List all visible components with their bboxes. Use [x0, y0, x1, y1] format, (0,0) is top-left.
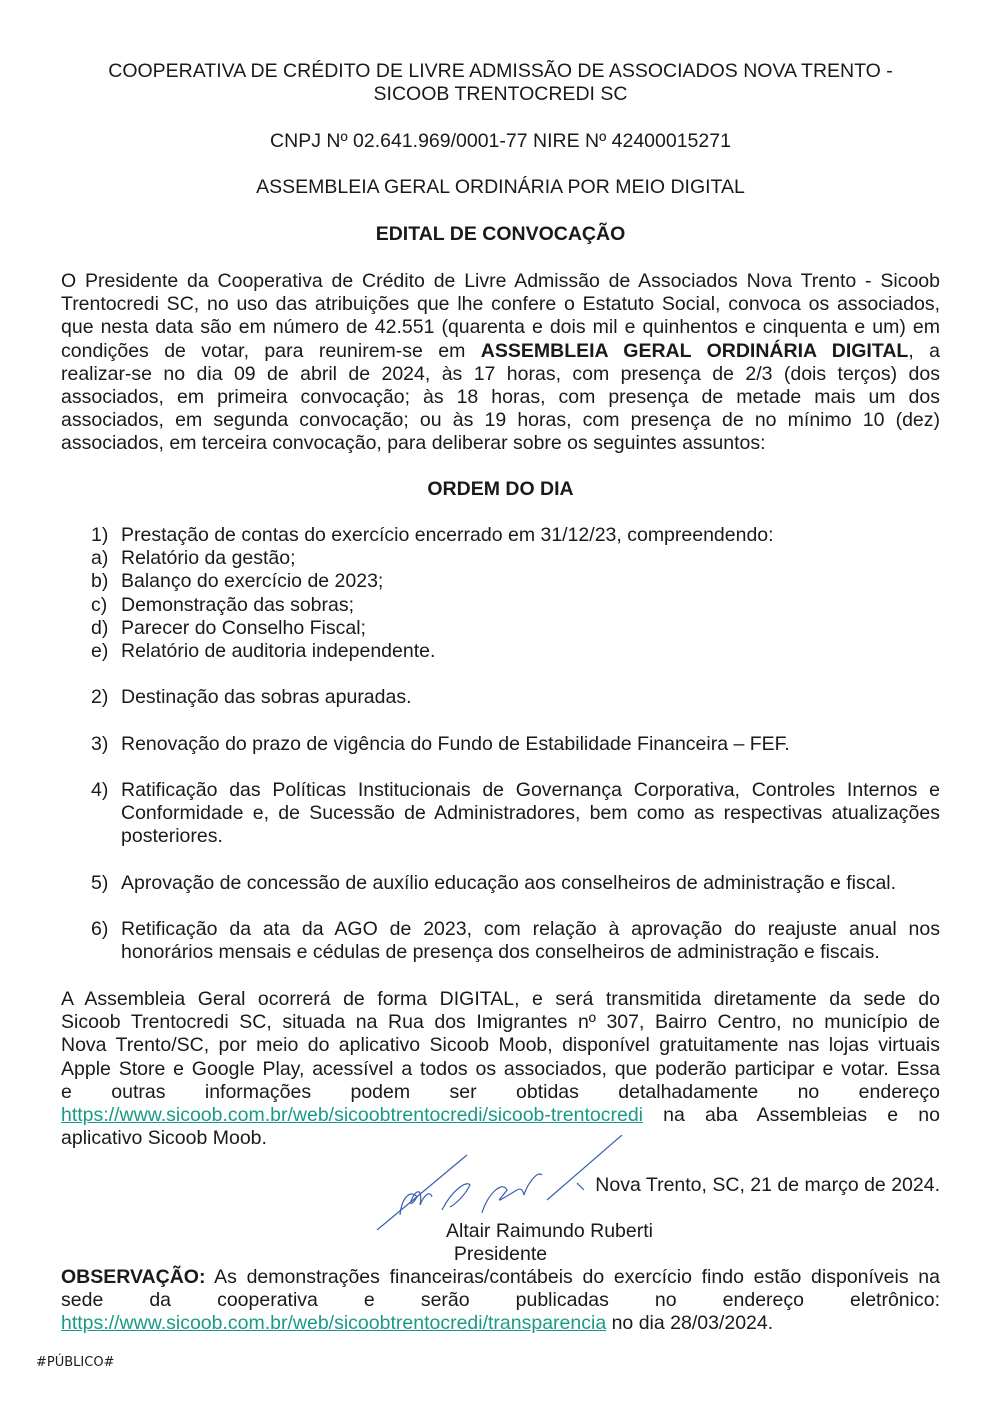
- subitem-letter: b): [91, 570, 109, 593]
- text-line: e outras informações podem ser obtidas detalhadamente no endereço: [61, 1080, 940, 1103]
- text-line: Apple Store e Google Play, acessível a todos os associados, que poderão participar e votar. Essa: [61, 1057, 940, 1080]
- subitem-letter: a): [91, 547, 109, 570]
- subitem-letter: c): [91, 593, 108, 616]
- text-line: Sicoob Trentocredi SC, situada na Rua dos Imigrantes nº 307, Bairro Centro, no município de: [61, 1011, 940, 1034]
- text-line: [61, 1312, 940, 1335]
- text-segment: As demonstrações financeiras/contábeis do exercício findo estão disponíveis na: [205, 1266, 940, 1288]
- signatory-role: Presidente: [453, 1243, 548, 1265]
- closing-paragraph: [61, 988, 940, 1150]
- agenda-title: ORDEM DO DIA: [427, 478, 574, 500]
- assembly-subtitle: ASSEMBLEIA GERAL ORDINÁRIA POR MEIO DIGITAL: [256, 176, 745, 198]
- item-text-line: posteriores.: [121, 825, 223, 848]
- text-segment: condições de votar, para reunirem-se em: [61, 339, 481, 362]
- agenda-item-2: [91, 686, 940, 709]
- text-line: O Presidente da Cooperativa de Crédito de Livre Admissão de Associados Nova Trento - Sicoob: [61, 270, 940, 292]
- text-segment: no dia 28/03/2024.: [606, 1312, 774, 1335]
- subitem-text: Parecer do Conselho Fiscal;: [121, 616, 366, 639]
- observation-label: OBSERVAÇÃO:: [61, 1266, 206, 1288]
- classification-tag: #PÚBLICO#: [36, 1355, 115, 1370]
- text-line: associados, em primeira convocação; às 18 horas, com presença de metade mais um dos: [61, 386, 940, 409]
- registry-numbers: CNPJ Nº 02.641.969/0001-77 NIRE Nº 42400015271: [270, 130, 731, 152]
- item-number: 5): [91, 872, 109, 894]
- agenda-item-6: [91, 918, 940, 964]
- text-segment: , a: [908, 339, 940, 362]
- agenda-item-1: [91, 524, 940, 663]
- item-number: 6): [91, 918, 109, 940]
- text-line: A Assembleia Geral ocorrerá de forma DIGITAL, e será transmitida diretamente da sede do: [61, 988, 940, 1010]
- item-text: Aprovação de concessão de auxílio educação aos conselheiros de administração e fiscal.: [121, 872, 897, 894]
- text-line: associados, em terceira convocação, para deliberar sobre os seguintes assuntos:: [61, 432, 766, 455]
- item-number: 4): [91, 779, 109, 801]
- subitem-text: Relatório de auditoria independente.: [121, 640, 436, 663]
- item-number: 1): [91, 524, 109, 546]
- subitem-text: Relatório da gestão;: [121, 547, 296, 570]
- subitem-text: Demonstração das sobras;: [121, 593, 355, 616]
- item-text-line: Conformidade e, de Sucessão de Administradores, bem como as respectivas atualizações: [121, 802, 940, 825]
- text-line: [61, 1266, 940, 1289]
- item-number: 2): [91, 686, 109, 708]
- item-text: Renovação do prazo de vigência do Fundo de Estabilidade Financeira – FEF.: [121, 733, 790, 755]
- text-segment: na aba Assembleias e no: [643, 1104, 940, 1127]
- item-text-line: Ratificação das Políticas Institucionais de Governança Corporativa, Controles Internos e: [121, 779, 940, 801]
- text-line: Nova Trento/SC, por meio do aplicativo Sicoob Moob, disponível gratuitamente nas lojas virtuais: [61, 1034, 940, 1057]
- intro-paragraph: [61, 270, 940, 456]
- text-line: associados, em segunda convocação; ou às 19 horas, com presença de no mínimo 10 (dez): [61, 409, 940, 432]
- subitem-letter: d): [91, 616, 109, 639]
- item-text: Destinação das sobras apuradas.: [121, 686, 412, 708]
- text-line: [61, 1104, 940, 1127]
- item-text-line: honorários mensais e cédulas de presença dos conselheiros de administração e fiscais.: [121, 941, 880, 964]
- place-and-date: Nova Trento, SC, 21 de março de 2024.: [595, 1174, 940, 1196]
- transparency-link[interactable]: https://www.sicoob.com.br/web/sicoobtrentocredi/transparencia: [61, 1312, 607, 1335]
- subitem-letter: e): [91, 640, 109, 663]
- item-text-line: Retificação da ata da AGO de 2023, com relação à aprovação do reajuste anual nos: [121, 918, 940, 940]
- agenda-item-4: [91, 779, 940, 849]
- subitem-text: Balanço do exercício de 2023;: [121, 570, 384, 593]
- assembly-emphasis: ASSEMBLEIA GERAL ORDINÁRIA DIGITAL: [480, 339, 909, 362]
- header-cooperative-name: [61, 60, 940, 106]
- text-line: realizar-se no dia 09 de abril de 2024, às 17 horas, com presença de 2/3 (dois terços) dos: [61, 362, 940, 385]
- signatory-name: Altair Raimundo Ruberti: [445, 1220, 653, 1242]
- document-title: EDITAL DE CONVOCAÇÃO: [375, 223, 626, 245]
- observation-note: [61, 1266, 940, 1336]
- agenda-item-5: [91, 872, 940, 895]
- website-link[interactable]: https://www.sicoob.com.br/web/sicoobtrentocredi/sicoob-trentocredi: [61, 1104, 644, 1127]
- agenda-item-3: [91, 733, 940, 756]
- text-line: [61, 340, 940, 363]
- item-number: 3): [91, 733, 109, 755]
- item-text: Prestação de contas do exercício encerrado em 31/12/23, compreendendo:: [121, 524, 774, 546]
- header-line-1: COOPERATIVA DE CRÉDITO DE LIVRE ADMISSÃO DE ASSOCIADOS NOVA TRENTO -: [108, 60, 893, 82]
- header-line-2: SICOOB TRENTOCREDI SC: [373, 83, 628, 106]
- text-line: aplicativo Sicoob Moob.: [61, 1127, 267, 1150]
- text-line: sede da cooperativa e serão publicadas no endereço eletrônico:: [61, 1289, 940, 1312]
- text-line: Trentocredi SC, no uso das atribuições que lhe confere o Estatuto Social, convoca os associados,: [61, 293, 940, 316]
- text-line: que nesta data são em número de 42.551 (quarenta e dois mil e quinhentos e cinquenta e um) em: [61, 316, 940, 339]
